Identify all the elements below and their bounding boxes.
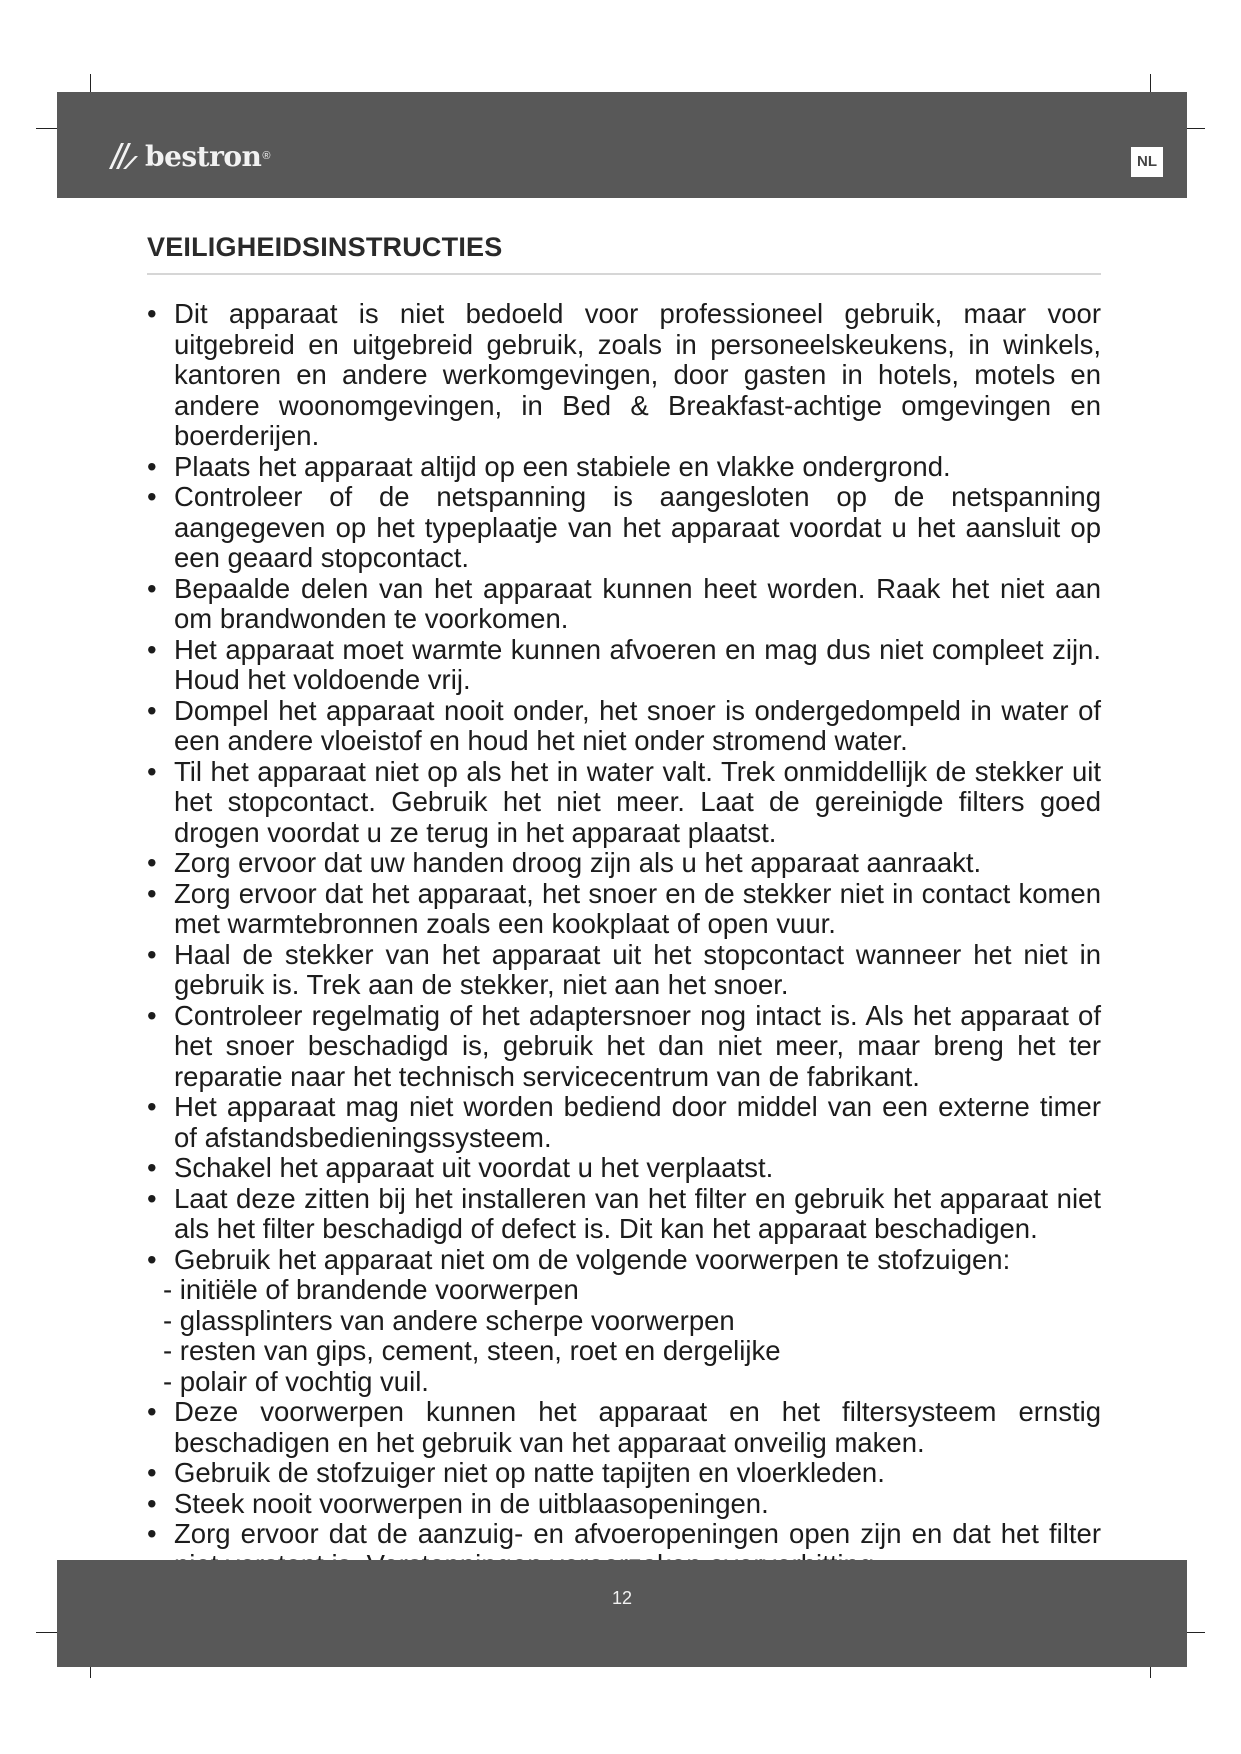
sub-list-item: - resten van gips, cement, steen, roet en dergelijke — [163, 1335, 781, 1366]
list-item: • Het apparaat mag niet worden bediend door middel van een externe timer of afstandsbedieningssysteem. — [147, 1092, 1101, 1153]
header-bar — [57, 92, 1187, 198]
list-item: • Dompel het apparaat nooit onder, het snoer is ondergedompeld in water of een andere vloeistof en houd het niet onder stromend water. — [147, 696, 1101, 757]
list-item: • Schakel het apparaat uit voordat u het verplaatst. — [147, 1153, 1101, 1184]
instruction-list — [147, 299, 1101, 1580]
sub-list-item: - initiële of brandende voorwerpen — [163, 1274, 579, 1305]
brand-logo — [107, 136, 270, 176]
list-item: • Bepaalde delen van het apparaat kunnen heet worden. Raak het niet aan om brandwonden te voorkomen. — [147, 574, 1101, 635]
list-item: • Het apparaat moet warmte kunnen afvoeren en mag dus niet compleet zijn. Houd het voldoende vrij. — [147, 635, 1101, 696]
registered-mark: ® — [262, 150, 271, 162]
brand-chevrons-icon — [107, 139, 141, 173]
list-item: • Controleer of de netspanning is aangesloten op de netspanning aangegeven op het typeplaatje van het apparaat voordat u het aansluit op een geaard stopcontact. — [147, 482, 1101, 574]
list-item: • Til het apparaat niet op als het in water valt. Trek onmiddellijk de stekker uit het stopcontact. Gebruik het niet meer. Laat de gereinigde filters goed drogen voordat u ze terug in het apparaat plaatst. — [147, 757, 1101, 849]
language-badge: NL — [1131, 147, 1163, 177]
list-item: • Dit apparaat is niet bedoeld voor professioneel gebruik, maar voor uitgebreid en uitgebreid gebruik, zoals in personeelskeukens, in winkels, kantoren en andere werkomgevingen, door gasten in hotels, motels en andere woonomgevingen, in Bed & Breakfast-achtige omgevingen en boerderijen. — [147, 299, 1101, 452]
list-item: • Zorg ervoor dat het apparaat, het snoer en de stekker niet in contact komen met warmtebronnen zoals een kookplaat of open vuur. — [147, 879, 1101, 940]
list-item: • Zorg ervoor dat uw handen droog zijn als u het apparaat aanraakt. — [147, 848, 1101, 879]
sub-list-item: - glassplinters van andere scherpe voorwerpen — [163, 1304, 735, 1336]
list-item: • Gebruik het apparaat niet om de volgende voorwerpen te stofzuigen: — [147, 1245, 1101, 1276]
list-item: • Steek nooit voorwerpen in de uitblaasopeningen. — [147, 1489, 1101, 1520]
list-item: • Deze voorwerpen kunnen het apparaat en het filtersysteem ernstig beschadigen en het gebruik van het apparaat onveilig maken. — [147, 1397, 1101, 1458]
list-item: • Zorg ervoor dat de aanzuig- en afvoeropeningen open zijn en dat het filter — [147, 1519, 1101, 1580]
footer-bar — [57, 1560, 1187, 1667]
list-item: • Controleer regelmatig of het adaptersnoer nog intact is. Als het apparaat of het snoer beschadigd is, gebruik het dan niet meer, maar breng het ter reparatie naar het technisch servicecentrum van de fabrikant. — [147, 1001, 1101, 1093]
safety-instructions-section — [147, 232, 1101, 1580]
section-title: VEILIGHEIDSINSTRUCTIES — [147, 232, 1101, 275]
brand-name: bestron — [145, 139, 262, 173]
list-item: • Plaats het apparaat altijd op een stabiele en vlakke ondergrond. — [147, 452, 1101, 483]
list-item: • Gebruik de stofzuiger niet op natte tapijten en vloerkleden. — [147, 1458, 1101, 1489]
sub-list-item: - polair of vochtig vuil. — [163, 1365, 429, 1397]
list-item: • Haal de stekker van het apparaat uit het stopcontact wanneer het niet in gebruik is. Trek aan de stekker, niet aan het snoer. — [147, 940, 1101, 1001]
page-number: 12 — [611, 1588, 633, 1608]
list-item: • Laat deze zitten bij het installeren van het filter en gebruik het apparaat niet als het filter beschadigd of defect is. Dit kan het apparaat beschadigen. — [147, 1184, 1101, 1245]
